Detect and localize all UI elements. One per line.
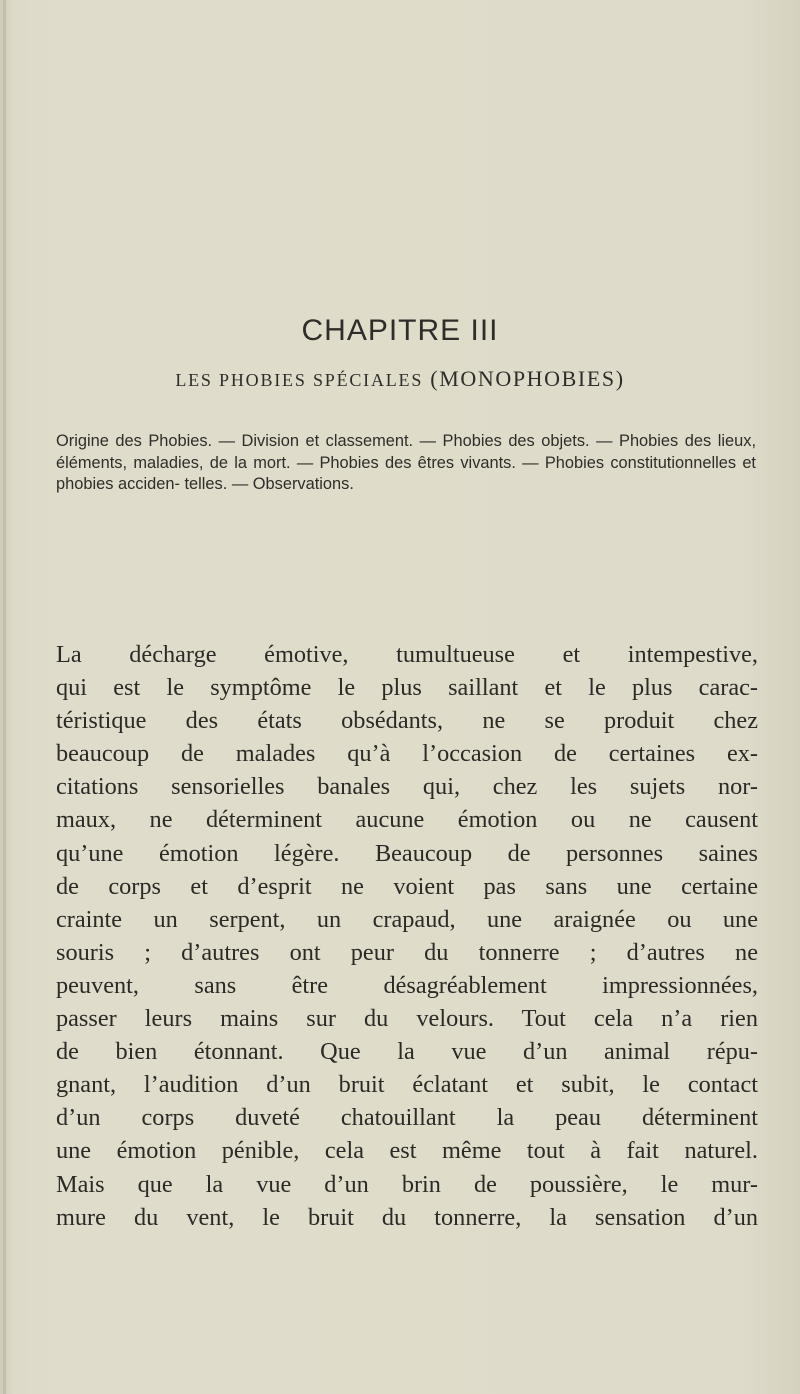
text-line: La décharge émotive, tumultueuse et intempestive, [56, 641, 758, 668]
text-line: d’un corps duveté chatouillant la peau déterminent [56, 1104, 758, 1132]
text-line: téristique des états obsédants, ne se produit chez [56, 707, 758, 735]
chapter-heading: CHAPITRE III [301, 314, 499, 347]
text-line: souris ; d’autres ont peur du tonnerre ; d’autres ne [56, 938, 758, 966]
text-line: citations sensorielles banales qui, chez les sujets nor- [56, 773, 758, 801]
text-line: mure du vent, le bruit du tonnerre, la sensation d’un [56, 1203, 758, 1231]
text-line: crainte un serpent, un crapaud, une araignée ou une [56, 905, 758, 933]
chapter-subtitle [0, 366, 800, 392]
text-line: qui est le symptôme le plus saillant et le plus carac- [56, 674, 758, 702]
subtitle-main: LES PHOBIES SPÉCIALES [175, 370, 424, 390]
text-line: Mais que la vue d’un brin de poussière, le mur- [56, 1170, 758, 1198]
text-line: une émotion pénible, cela est même tout à fait naturel. [56, 1137, 758, 1165]
text-line: de bien étonnant. Que la vue d’un animal répu- [56, 1038, 758, 1066]
text-line: qu’une émotion légère. Beaucoup de personnes saines [56, 839, 758, 867]
text-line: beaucoup de malades qu’à l’occasion de certaines ex- [56, 740, 758, 768]
subtitle-paren: (MONOPHOBIES) [430, 366, 625, 391]
text-line: passer leurs mains sur du velours. Tout cela n’a rien [56, 1005, 758, 1033]
page-gutter [3, 0, 6, 1394]
text-line: gnant, l’audition d’un bruit éclatant et subit, le contact [56, 1071, 758, 1099]
text-line: peuvent, sans être désagréablement impressionnées, [56, 971, 758, 999]
text-line: maux, ne déterminent aucune émotion ou ne causent [56, 806, 758, 834]
body-paragraph [56, 638, 758, 1234]
chapter-summary: Origine des Phobies. — Division et classement. — Phobies des objets. — Phobies des lieux, éléments, maladies, de la mort. — Phobies des êtres vivants. — Phobies constitutionnelles et phobies acciden- telles. — Observations. [56, 432, 756, 493]
text-line: de corps et d’esprit ne voient pas sans une certaine [56, 872, 758, 900]
